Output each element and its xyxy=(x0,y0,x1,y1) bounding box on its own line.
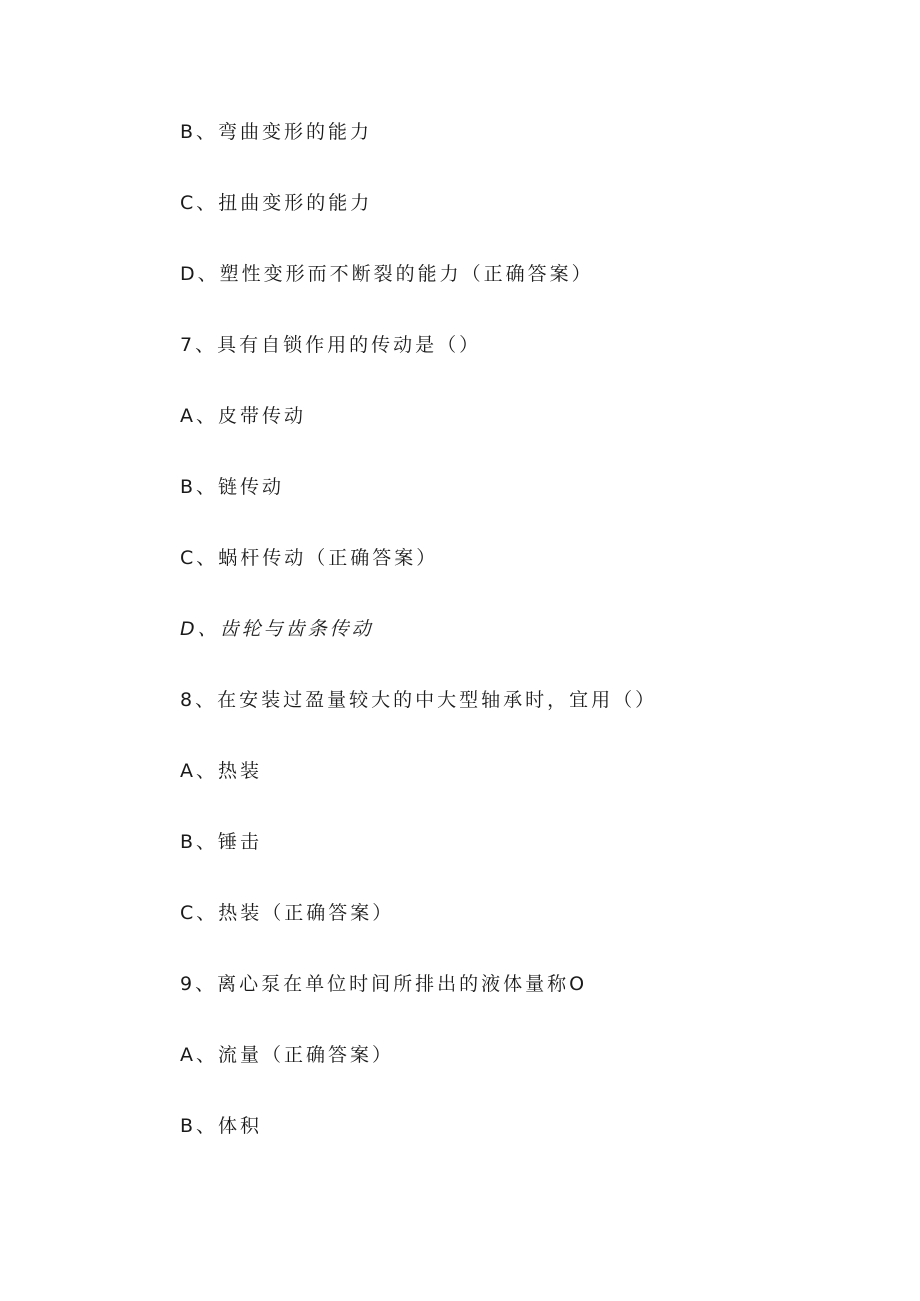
option-line: A、皮带传动 xyxy=(180,405,306,427)
option-line: D、齿轮与齿条传动 xyxy=(180,618,374,640)
option-line-correct: A、流量（正确答案） xyxy=(180,1044,394,1066)
option-line-correct: D、塑性变形而不断裂的能力（正确答案） xyxy=(180,263,594,285)
question-line: 7、具有自锁作用的传动是（） xyxy=(180,334,482,356)
option-line: C、扭曲变形的能力 xyxy=(180,192,373,214)
option-line: B、体积 xyxy=(180,1115,263,1137)
option-line-correct: C、蜗杆传动（正确答案） xyxy=(180,547,439,569)
option-line: B、弯曲变形的能力 xyxy=(180,121,373,143)
option-line: B、锤击 xyxy=(180,831,263,853)
question-line: 9、离心泵在单位时间所排出的液体量称O xyxy=(180,973,588,995)
option-line-correct: C、热装（正确答案） xyxy=(180,902,395,924)
option-line: A、热装 xyxy=(180,760,262,782)
option-line: B、链传动 xyxy=(180,476,285,498)
question-line: 8、在安装过盈量较大的中大型轴承时，宜用（） xyxy=(180,689,658,711)
